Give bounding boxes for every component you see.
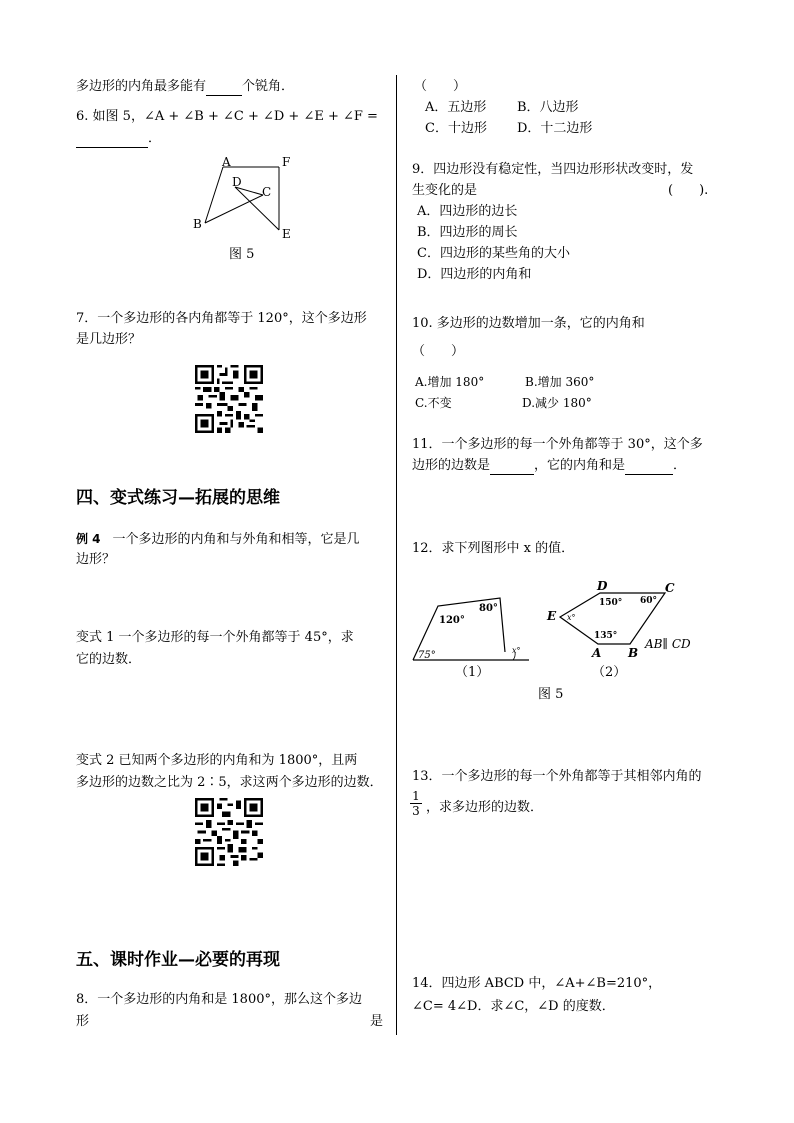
q13-line1: 13．一个多边形的每一个外角都等于其相邻内角的 [412,769,702,784]
example-4-line1 [76,530,360,549]
q8-line1: 8．一个多边形的内角和是 1800°，那么这个多边 [76,992,362,1007]
fig2-label-E: E [547,609,557,623]
fig2-parallel-note: AB∥ CD [645,637,691,651]
q14-line2: ∠C= 4∠D．求∠C，∠D 的度数． [412,999,615,1014]
q5-tail-text: 多边形的内角最多能有 [76,79,207,94]
q11-line2 [412,457,686,475]
qr-code-2[interactable] [194,798,264,866]
figure-1-caption: （1） [455,665,490,680]
example-4-text: 一个多边形的内角和与外角和相等，它是几 [112,532,360,547]
q10-line1: 10. 多边形的边数增加一条，它的内角和 [412,316,645,331]
fig1-angle-120: 120° [439,615,465,626]
column-divider [396,75,397,1035]
label-F: F [282,155,291,169]
variant-1-line1: 变式 1 一个多边形的每一个外角都等于 45°，求 [76,630,354,645]
variant-2-line2: 多边形的边数之比为 2∶5，求这两个多边形的边数． [76,775,383,790]
fig2-angle-135: 135° [594,631,618,641]
fig1-angle-75: 75° [418,650,436,661]
q9-line2: 生变化的是 [412,183,478,198]
figure-2-pentagon [540,578,700,658]
q9-option-d[interactable]: D．四边形的内角和 [417,267,532,282]
fig1-angle-x: x° [512,646,521,655]
q9-option-a[interactable]: A．四边形的边长 [417,204,518,219]
q6-blank[interactable] [76,133,148,148]
q6-line1: 6. 如图 5，∠A + ∠B + ∠C + ∠D + ∠E + ∠F = [76,109,378,124]
q8-option-a[interactable]: A．五边形 [425,100,487,115]
q10-paren: （ ） [412,344,465,359]
q11-line1: 11．一个多边形的每一个外角都等于 30°，这个多 [412,437,703,452]
fig2-label-C: C [665,581,675,595]
section-4-title: 四、变式练习—拓展的思维 [76,488,280,508]
figure-2-caption: （2） [592,665,627,680]
q5-tail [76,78,294,96]
q11-text-c: ． [673,458,687,473]
figure-group-caption: 图 5 [538,687,564,702]
q11-blank-sum[interactable] [625,460,673,475]
label-C: C [262,185,272,199]
q9-option-b[interactable]: B．四边形的周长 [417,225,518,240]
q8-option-c[interactable]: C．十边形 [425,121,487,136]
q13-fraction-denominator: 3 [412,804,420,818]
q8-line2-start: 形 [76,1014,90,1029]
q8-paren: （ ） [414,79,467,94]
label-E: E [282,227,291,241]
q13-fraction-numerator: 1 [410,789,422,804]
q8-option-b[interactable]: B．八边形 [517,100,579,115]
q11-blank-sides[interactable] [490,460,534,475]
q8-line2-end: 是 [370,1014,384,1029]
q13-line2: ，求多边形的边数． [426,800,544,815]
qr-code-1[interactable] [194,365,264,433]
fig2-label-B: B [628,646,639,658]
section-5-title: 五、课时作业—必要的再现 [76,950,280,970]
q13-fraction [410,789,422,818]
q6-line2 [76,130,161,148]
q10-option-b[interactable]: B.增加 360° [525,375,595,389]
q9-option-c[interactable]: C．四边形的某些角的大小 [417,246,570,261]
q7-line1: 7．一个多边形的各内角都等于 120°，这个多边形 [76,311,367,326]
q9-line1: 9．四边形没有稳定性，当四边形形状改变时，发 [412,162,694,177]
fig2-label-A: A [592,646,602,658]
fig2-label-D: D [597,579,608,593]
variant-1-line2: 它的边数． [76,652,142,667]
fig2-angle-150: 150° [599,598,623,608]
label-D: D [232,175,242,189]
q6-end: ． [148,131,162,146]
label-A: A [222,155,231,169]
q10-option-a[interactable]: A.增加 180° [415,375,485,389]
q10-option-c[interactable]: C.不变 [415,396,452,410]
q5-blank[interactable] [206,81,242,96]
fig1-angle-80: 80° [479,603,498,614]
q7-line2: 是几边形？ [76,332,142,347]
q9-paren: ( ). [668,183,709,198]
q11-text-b: ，它的内角和是 [534,458,626,473]
label-B: B [193,217,202,231]
q5-tail-end: 个锐角． [242,79,295,94]
q8-option-d[interactable]: D．十二边形 [517,121,593,136]
seg-AB [205,167,223,223]
seg-BC [205,195,263,223]
variant-2-line1: 变式 2 已知两个多边形的内角和为 1800°，且两 [76,753,358,768]
example-4-label: 例 4 [76,532,101,546]
q12-text: 12．求下列图形中 x 的值． [412,541,575,556]
figure-5-polygon [185,150,305,260]
q11-text-a: 边形的边数是 [412,458,491,473]
fig2-angle-x: x° [567,613,576,622]
q10-option-d[interactable]: D.减少 180° [522,396,592,410]
q14-line1: 14．四边形 ABCD 中，∠A+∠B=210°， [412,976,662,991]
figure-5-caption: 图 5 [229,247,255,262]
fig2-angle-60: 60° [640,596,658,606]
example-4-line2: 边形？ [76,552,116,567]
